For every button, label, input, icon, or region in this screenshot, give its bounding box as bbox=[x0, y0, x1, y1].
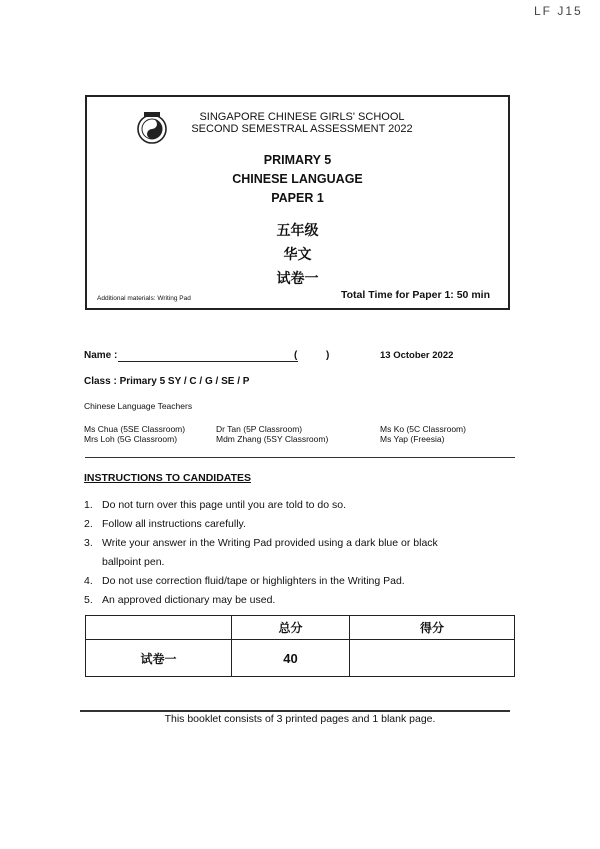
teacher-name: Ms Chua (5SE Classroom) bbox=[84, 424, 186, 434]
teacher-name: Ms Ko (5C Classroom) bbox=[380, 424, 466, 434]
chinese-titles bbox=[87, 219, 508, 291]
total-time: Total Time for Paper 1: 50 min bbox=[341, 289, 490, 301]
booklet-footer: This booklet consists of 3 printed pages and 1 blank page. bbox=[164, 713, 436, 725]
instructions-list bbox=[84, 496, 438, 610]
cn-subject-title: 华文 bbox=[283, 247, 312, 263]
score-table-header bbox=[86, 616, 515, 640]
paper-title: PAPER 1 bbox=[271, 191, 324, 205]
instruction-item: 2. Follow all instructions carefully. bbox=[84, 518, 246, 530]
level-title: PRIMARY 5 bbox=[263, 153, 332, 167]
exam-date: 13 October 2022 bbox=[380, 350, 454, 361]
teacher-name: Mrs Loh (5G Classroom) bbox=[84, 434, 178, 444]
cn-paper-title: 试卷一 bbox=[276, 271, 319, 287]
score-entry-cell[interactable] bbox=[350, 640, 515, 677]
teachers-column-2 bbox=[216, 424, 328, 444]
teachers-column-1 bbox=[84, 424, 185, 444]
index-paren-close: ) bbox=[326, 350, 330, 361]
school-crest-icon bbox=[135, 111, 169, 145]
score-table bbox=[85, 615, 515, 677]
page-corner-mark: LF J15 bbox=[534, 4, 583, 18]
footer-divider bbox=[80, 710, 510, 712]
class-label: Class : Primary 5 SY / C / G / SE / P bbox=[84, 376, 250, 387]
subject-title: CHINESE LANGUAGE bbox=[232, 172, 363, 186]
name-label: Name : bbox=[84, 350, 118, 361]
index-paren-open: ( bbox=[294, 350, 298, 361]
teachers-column-3 bbox=[380, 424, 466, 444]
cover-header-box bbox=[85, 95, 510, 310]
paper-cell: 试卷一 bbox=[86, 640, 232, 677]
teachers-heading: Chinese Language Teachers bbox=[84, 401, 193, 411]
score-table-row bbox=[86, 640, 515, 677]
header-cell-score: 得分 bbox=[350, 616, 515, 640]
instruction-continuation: ballpoint pen. bbox=[102, 556, 165, 568]
school-name-block bbox=[187, 111, 417, 135]
instruction-item: 3. Write your answer in the Writing Pad provided using a dark blue or black bbox=[84, 537, 438, 549]
instruction-item: 5. An approved dictionary may be used. bbox=[84, 594, 276, 606]
school-name: SINGAPORE CHINESE GIRLS' SCHOOL bbox=[199, 111, 405, 123]
header-cell-blank bbox=[86, 616, 232, 640]
instructions-title: INSTRUCTIONS TO CANDIDATES bbox=[84, 472, 252, 484]
header-cell-total: 总分 bbox=[232, 616, 350, 640]
total-marks-cell: 40 bbox=[232, 640, 350, 677]
instruction-item: 1. Do not turn over this page until you are told to do so. bbox=[84, 499, 346, 511]
name-field[interactable] bbox=[118, 360, 298, 362]
paper-titles bbox=[87, 151, 508, 208]
instruction-item: 4. Do not use correction fluid/tape or highlighters in the Writing Pad. bbox=[84, 575, 405, 587]
teacher-name: Mdm Zhang (5SY Classroom) bbox=[216, 434, 329, 444]
divider bbox=[85, 457, 515, 458]
additional-materials: Additional materials: Writing Pad bbox=[97, 295, 191, 302]
teacher-name: Ms Yap (Freesia) bbox=[380, 434, 445, 444]
teacher-name: Dr Tan (5P Classroom) bbox=[216, 424, 303, 434]
cn-level-title: 五年级 bbox=[276, 223, 319, 239]
assessment-name: SECOND SEMESTRAL ASSESSMENT 2022 bbox=[191, 123, 413, 135]
